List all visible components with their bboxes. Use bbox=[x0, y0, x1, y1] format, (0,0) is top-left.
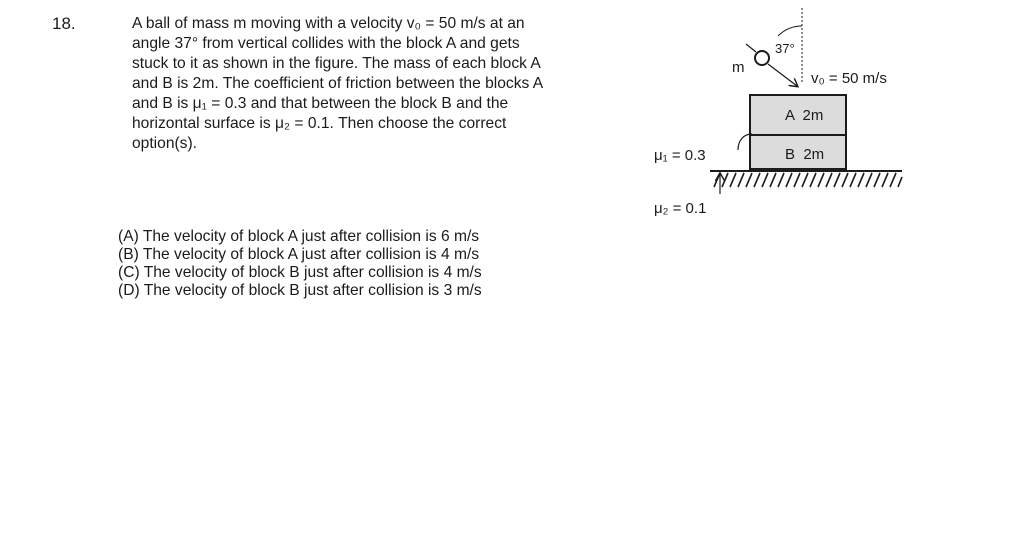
ball-motion-line bbox=[746, 44, 756, 52]
question-line: and B is 2m. The coefficient of friction between the blocks A bbox=[132, 75, 544, 92]
ball bbox=[755, 51, 769, 65]
question-line: and B is μ₁ = 0.3 and that between the block B and the bbox=[132, 95, 509, 112]
ground-surface bbox=[710, 171, 902, 187]
block-b-label: B 2m bbox=[785, 146, 825, 163]
question-line: stuck to it as shown in the figure. The mass of each block A bbox=[132, 55, 541, 72]
physics-figure bbox=[640, 0, 940, 230]
mu2-label: μ₂ = 0.1 bbox=[654, 200, 707, 217]
option-b[interactable]: (B) The velocity of block A just after collision is 4 m/s bbox=[118, 246, 480, 263]
answer-options bbox=[118, 228, 482, 300]
option-c[interactable]: (C) The velocity of block B just after collision is 4 m/s bbox=[118, 264, 482, 281]
mu1-label: μ₁ = 0.3 bbox=[654, 147, 706, 164]
option-d[interactable]: (D) The velocity of block B just after collision is 3 m/s bbox=[118, 282, 482, 299]
angle-label: 37° bbox=[775, 41, 795, 56]
ball-motion-line bbox=[768, 64, 797, 86]
ball-mass-label: m bbox=[732, 59, 745, 76]
question-line: horizontal surface is μ₂ = 0.1. Then choose the correct bbox=[132, 115, 507, 132]
question-line: angle 37° from vertical collides with the block A and gets bbox=[132, 35, 520, 52]
question-number: 18. bbox=[52, 14, 76, 33]
question-line: option(s). bbox=[132, 135, 198, 152]
question-text bbox=[132, 14, 543, 154]
velocity-label: v₀ = 50 m/s bbox=[811, 70, 887, 87]
block-a-label: A 2m bbox=[785, 107, 824, 124]
option-a[interactable]: (A) The velocity of block A just after collision is 6 m/s bbox=[118, 228, 480, 245]
question-line: A ball of mass m moving with a velocity v₀ = 50 m/s at an bbox=[132, 15, 525, 32]
angle-arc bbox=[778, 26, 802, 36]
